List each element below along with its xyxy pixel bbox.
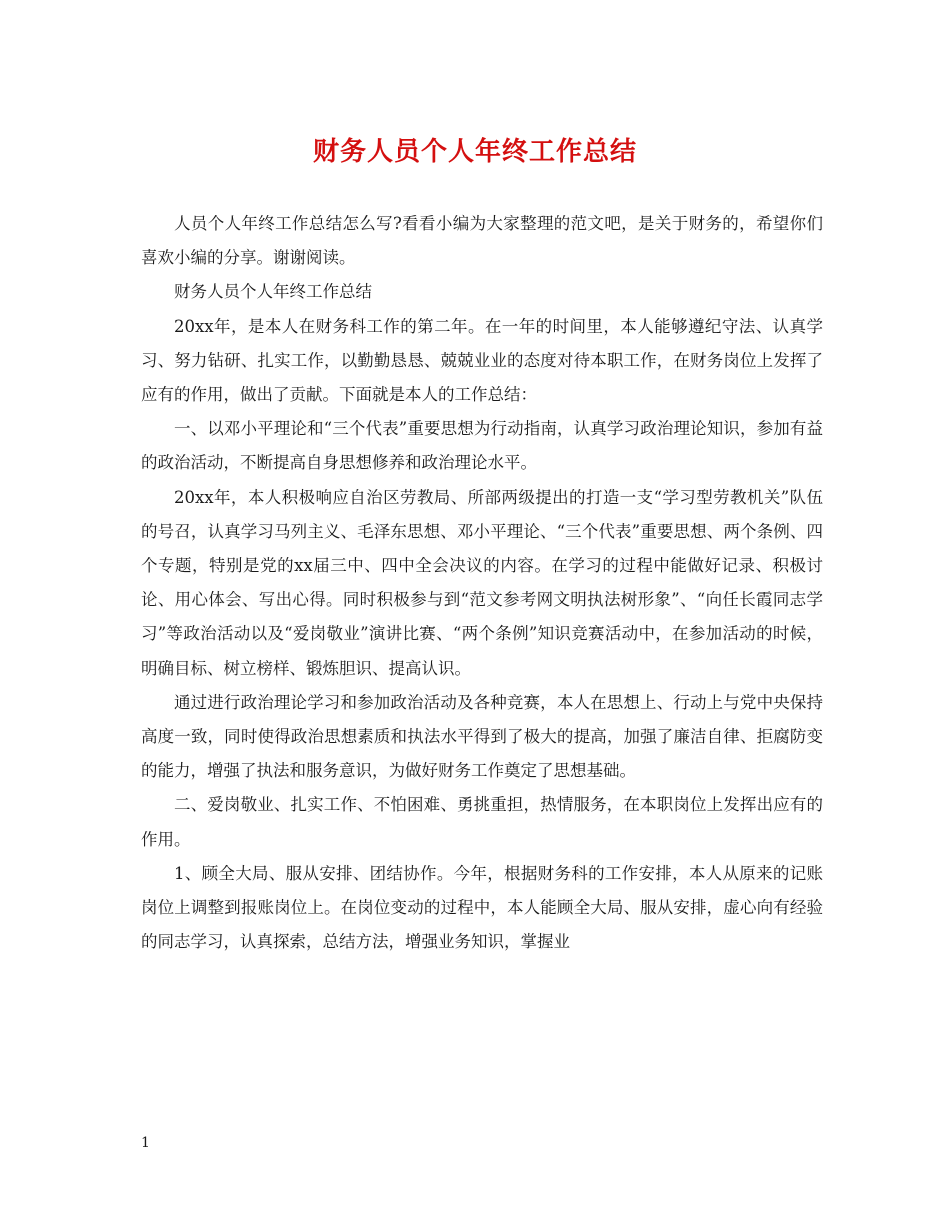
paragraph-intro: 人员个人年终工作总结怎么写?看看小编为大家整理的范文吧，是关于财务的，希望你们喜欢小编的分享。谢谢阅读。 [141, 214, 823, 268]
paragraph-study: 20xx年，本人积极响应自治区劳教局、所部两级提出的打造一支“学习型劳教机关”队伍的号召，认真学习马列主义、毛泽东思想、邓小平理论、“三个代表”重要思想、两个条例、四个专题，特别是党的xx届三中、四中全会决议的内容。在学习的过程中能做好记录、积极讨论、用心体会、写出心得。同时积极参与到“范文参考网文明执法树形象”、“向任长霞同志学习”等政治活动以及“爱岗敬业”演讲比赛、“两个条例”知识竞赛活动中，在参加活动的时候，明确目标、树立榜样、锻炼胆识、提高认识。 [141, 487, 823, 678]
paragraph-overview: 20xx年，是本人在财务科工作的第二年。在一年的时间里，本人能够遵纪守法、认真学习、努力钻研、扎实工作，以勤勤恳恳、兢兢业业的态度对待本职工作，在财务岗位上发挥了应有的作用，做出了贡献。下面就是本人的工作总结： [141, 316, 823, 405]
document-body [141, 207, 823, 959]
paragraph-section-two: 二、爱岗敬业、扎实工作、不怕困难、勇挑重担，热情服务，在本职岗位上发挥出应有的作用。 [141, 795, 823, 849]
paragraph-item-one: 1、顾全大局、服从安排、团结协作。今年，根据财务科的工作安排，本人从原来的记账岗位上调整到报账岗位上。在岗位变动的过程中，本人能顾全大局、服从安排，虚心向有经验的同志学习，认真探索，总结方法，增强业务知识，掌握业 [141, 863, 823, 952]
paragraph-subtitle: 财务人员个人年终工作总结 [174, 282, 372, 302]
paragraph-result: 通过进行政治理论学习和参加政治活动及各种竞赛，本人在思想上、行动上与党中央保持高度一致，同时使得政治思想素质和执法水平得到了极大的提高，加强了廉洁自律、拒腐防变的能力，增强了执法和服务意识，为做好财务工作奠定了思想基础。 [141, 692, 823, 781]
page-number: 1 [141, 1135, 150, 1151]
document-title: 财务人员个人年终工作总结 [312, 137, 637, 167]
paragraph-section-one: 一、以邓小平理论和“三个代表”重要思想为行动指南，认真学习政治理论知识，参加有益的政治活动，不断提高自身思想修养和政治理论水平。 [141, 419, 823, 473]
